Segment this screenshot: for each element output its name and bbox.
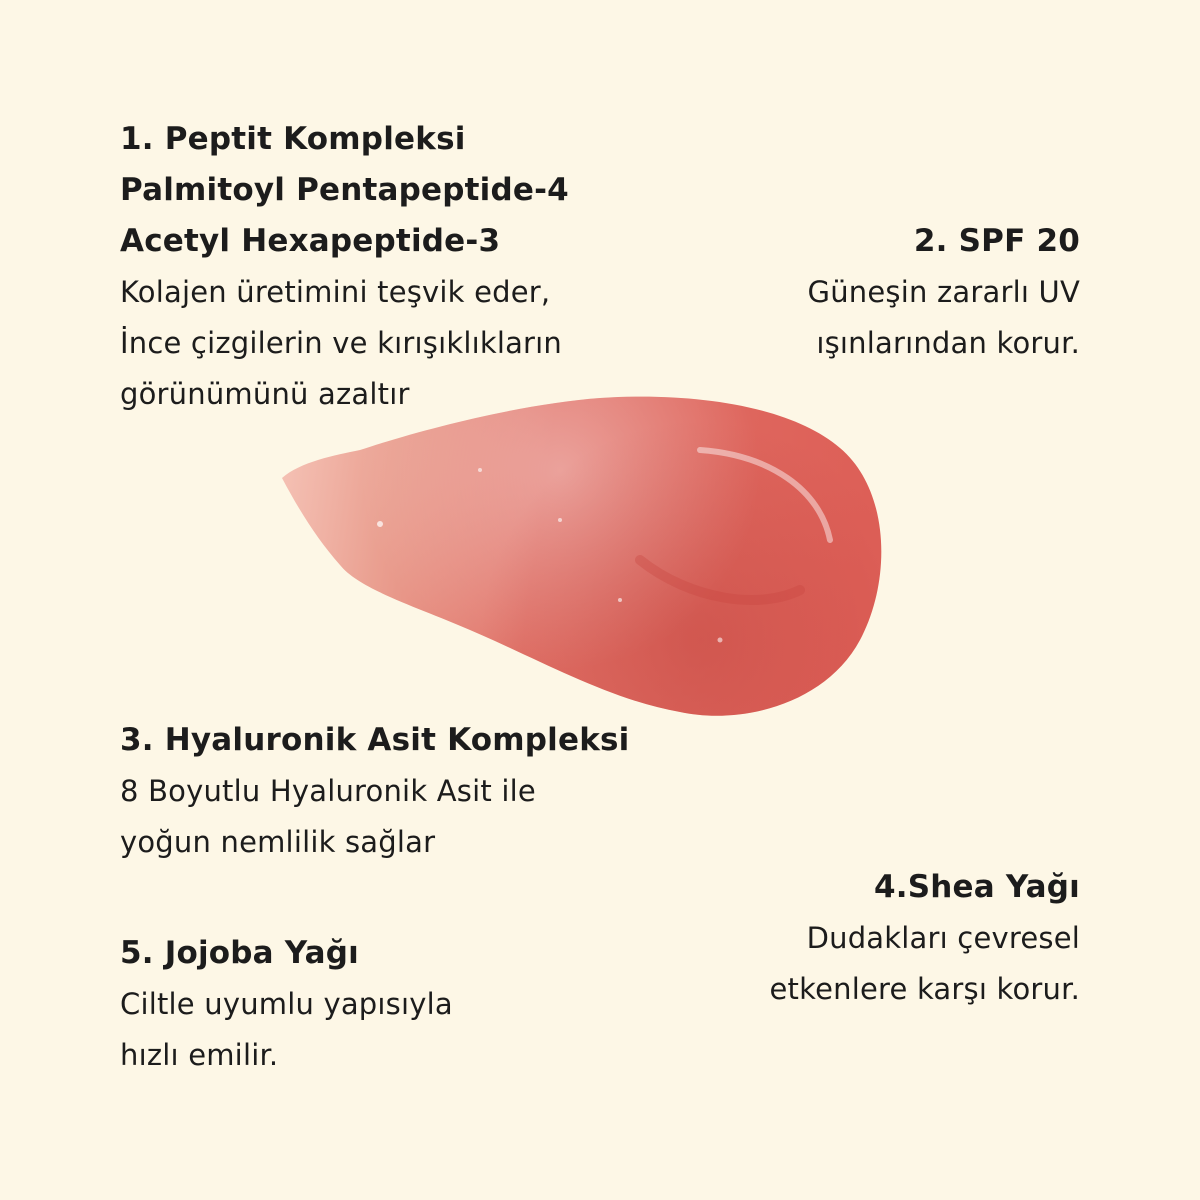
ingredient-peptide — [120, 114, 569, 420]
ingredient-description: ışınlarından korur. — [816, 326, 1080, 360]
ingredient-description: 8 Boyutlu Hyaluronik Asit ile — [120, 774, 536, 808]
ingredient-description: Dudakları çevresel — [806, 921, 1080, 955]
ingredient-title: 5. Jojoba Yağı — [120, 935, 359, 971]
ingredient-description: yoğun nemlilik sağlar — [120, 825, 436, 859]
ingredient-description: Güneşin zararlı UV — [807, 275, 1080, 309]
ingredient-title: 3. Hyaluronik Asit Kompleksi — [120, 722, 630, 758]
ingredient-description: etkenlere karşı korur. — [769, 972, 1080, 1006]
ingredient-spf — [808, 216, 1080, 369]
ingredient-jojoba — [120, 928, 453, 1081]
ingredient-subtitle: Acetyl Hexapeptide-3 — [120, 223, 501, 259]
ingredient-description: görünümünü azaltır — [120, 377, 410, 411]
ingredient-title: 4.Shea Yağı — [873, 869, 1080, 905]
ingredient-shea — [770, 862, 1081, 1015]
ingredient-subtitle: Palmitoyl Pentapeptide-4 — [120, 172, 569, 208]
ingredient-description: Ciltle uyumlu yapısıyla — [120, 987, 453, 1021]
ingredient-title: 2. SPF 20 — [913, 223, 1080, 259]
ingredient-description: Kolajen üretimini teşvik eder, — [120, 275, 551, 309]
ingredient-description: hızlı emilir. — [120, 1038, 279, 1072]
ingredient-title: 1. Peptit Kompleksi — [120, 121, 466, 157]
ingredient-description: İnce çizgilerin ve kırışıklıkların — [120, 326, 563, 360]
ingredient-hyaluronic — [120, 715, 630, 868]
